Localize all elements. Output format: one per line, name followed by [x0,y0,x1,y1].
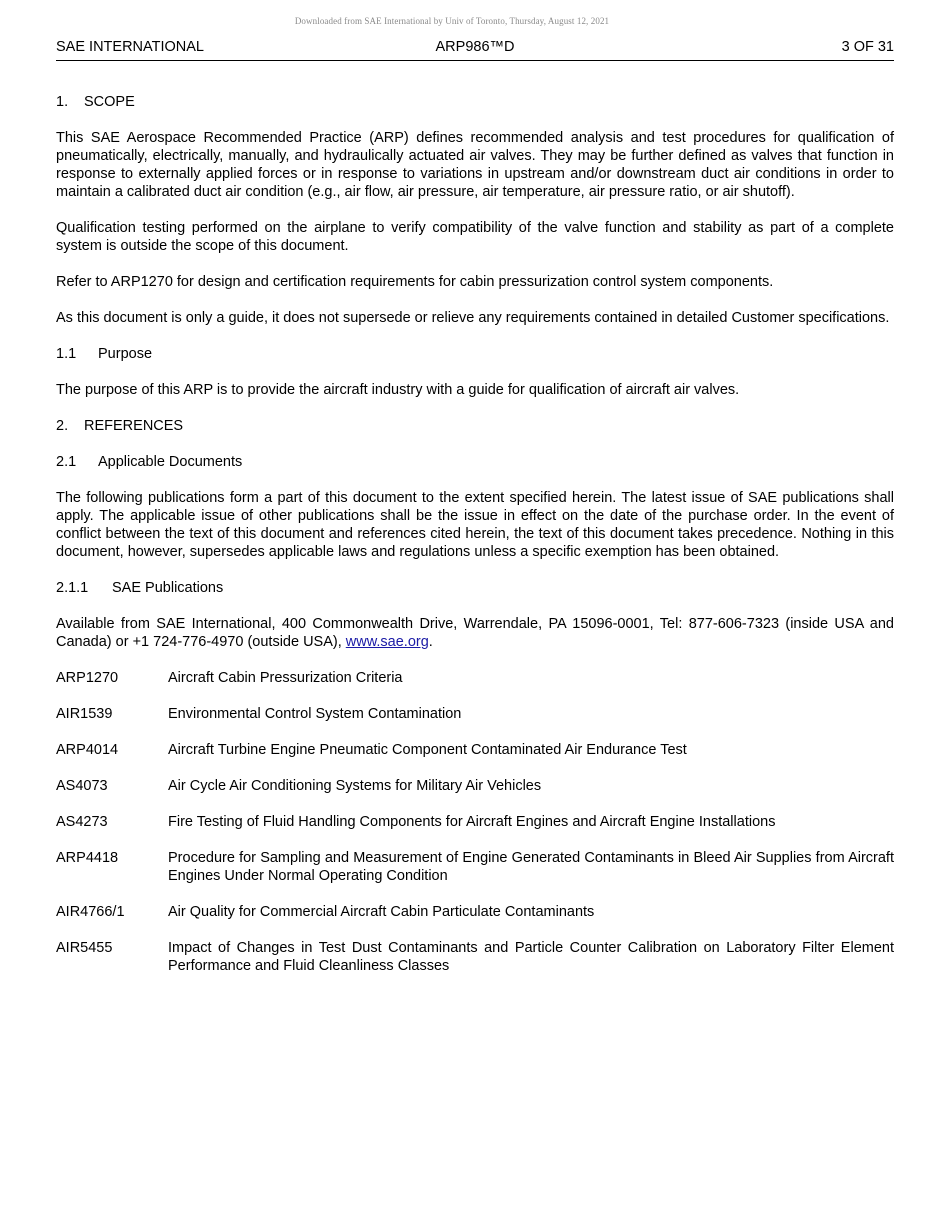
reference-title: Aircraft Cabin Pressurization Criteria [168,670,403,686]
reference-title: Procedure for Sampling and Measurement of Engine Generated Contaminants in Bleed Air Supplies from Aircraft Engines Under Normal Operating Condition [168,850,894,884]
availability-paragraph [56,615,894,651]
download-watermark: Downloaded from SAE International by Univ of Toronto, Thursday, August 12, 2021 [294,16,610,26]
reference-code: AS4273 [56,814,108,830]
reference-row [56,669,894,687]
section-heading-sae-publications [56,579,894,597]
reference-row [56,939,894,975]
reference-code: ARP4014 [56,742,119,758]
reference-title: Aircraft Turbine Engine Pneumatic Component Contaminated Air Endurance Test [168,742,687,758]
section-heading-references [56,417,894,435]
page-header [56,38,894,61]
reference-code: AIR1539 [56,706,113,722]
applicable-documents-paragraph: The following publications form a part of this document to the extent specified herein. The latest issue of SAE publications shall apply. The applicable issue of other publications shall be the issue in effect on the date of the purchase order. In the event of conflict between the text of this document and references cited herein, the text of this document takes precedence. Nothing in this document, however, supersedes applicable laws and regulations unless a specific exemption has been obtained. [56,490,894,560]
section-title: Applicable Documents [98,454,243,470]
section-number: 1.1 [56,346,77,362]
reference-title: Environmental Control System Contamination [168,706,462,722]
reference-row [56,813,894,831]
section-number: 1. [56,94,69,110]
reference-row [56,741,894,759]
section-title: SAE Publications [112,580,224,596]
section-heading-applicable-documents [56,453,894,471]
document-body [56,93,894,993]
reference-code: AIR4766/1 [56,904,125,920]
scope-paragraph-2: Qualification testing performed on the airplane to verify compatibility of the valve function and stability as part of a complete system is outside the scope of this document. [56,220,894,254]
header-page-number: 3 OF 31 [841,39,894,55]
section-title: SCOPE [84,94,135,110]
reference-row [56,903,894,921]
reference-code: AS4073 [56,778,108,794]
reference-code: AIR5455 [56,940,113,956]
section-number: 2. [56,418,69,434]
section-title: REFERENCES [84,418,184,434]
sae-website-link[interactable]: www.sae.org [345,634,429,650]
reference-title: Air Cycle Air Conditioning Systems for Military Air Vehicles [168,778,542,794]
reference-title: Air Quality for Commercial Aircraft Cabin Particulate Contaminants [168,904,595,920]
availability-text: Available from SAE International, 400 Commonwealth Drive, Warrendale, PA 15096-0001, Tel: 877-606-7323 (inside USA and Canada) or +1 724-776-4970 (outside USA), [56,616,894,650]
section-title: Purpose [98,346,153,362]
section-number: 2.1 [56,454,77,470]
scope-paragraph-1: This SAE Aerospace Recommended Practice (ARP) defines recommended analysis and test procedures for qualification of pneumatically, electrically, manually, and hydraulically actuated air valves. They may be further defined as valves that function in response to externally applied forces or in response to variations in upstream and/or downstream duct air conditions in order to maintain a calibrated duct air condition (e.g., air flow, air pressure, air temperature, air pressure ratio, or air shutoff). [56,130,894,200]
reference-title: Impact of Changes in Test Dust Contaminants and Particle Counter Calibration on Laboratory Filter Element Performance and Fluid Cleanliness Classes [168,940,894,974]
scope-paragraph-3: Refer to ARP1270 for design and certification requirements for cabin pressurization control system components. [56,274,774,290]
reference-title: Fire Testing of Fluid Handling Components for Aircraft Engines and Aircraft Engine Installations [168,814,776,830]
availability-end: . [428,634,433,650]
reference-row [56,849,894,885]
header-publisher: SAE INTERNATIONAL [56,39,204,55]
reference-row [56,705,894,723]
reference-code: ARP4418 [56,850,119,866]
reference-row [56,777,894,795]
section-number: 2.1.1 [56,580,89,596]
reference-code: ARP1270 [56,670,119,686]
purpose-paragraph: The purpose of this ARP is to provide the aircraft industry with a guide for qualification of aircraft air valves. [56,382,740,398]
scope-paragraph-4: As this document is only a guide, it does not supersede or relieve any requirements contained in detailed Customer specifications. [56,310,890,326]
section-heading-purpose [56,345,894,363]
header-document-id: ARP986™D [435,39,515,55]
section-heading-scope [56,93,894,111]
